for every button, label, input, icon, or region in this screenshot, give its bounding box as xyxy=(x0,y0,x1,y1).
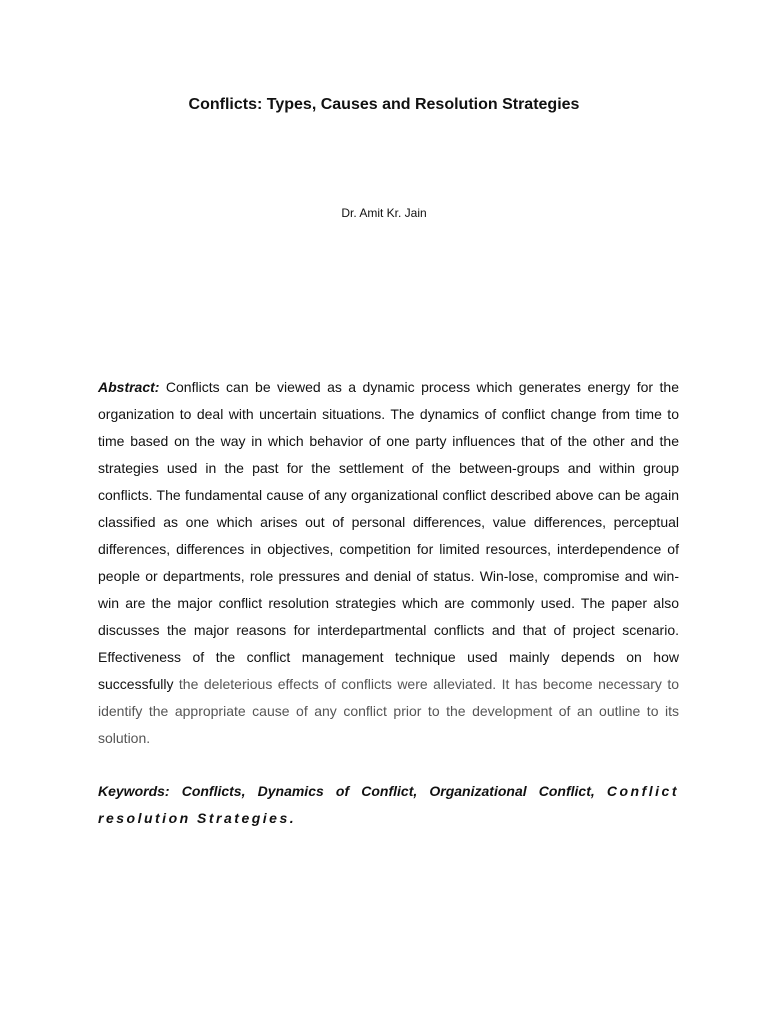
keywords-paragraph xyxy=(98,778,679,832)
author-name: Dr. Amit Kr. Jain xyxy=(341,206,427,220)
abstract-text-faded: the deleterious effects of conflicts were alleviated. It has become necessary to identify the appropriate cause of any conflict prior to the development of an outline to its solution. xyxy=(98,676,680,746)
abstract-label: Abstract: xyxy=(98,379,160,395)
keywords-text-spaced: Conflict resolution Strategies. xyxy=(98,783,679,826)
abstract-paragraph xyxy=(98,374,679,752)
document-title: Conflicts: Types, Causes and Resolution Strategies xyxy=(188,96,580,113)
abstract-text: Conflicts can be viewed as a dynamic process which generates energy for the organization to deal with uncertain situations. The dynamics of conflict change from time to time based on the way in which behavior of one party influences that of the other and the strategies used in the past for the settlement of the between-groups and within group conflicts. The fundamental cause of any organizational conflict described above can be again classified as one which arises out of personal differences, value differences, perceptual differences, differences in objectives, competition for limited resources, interdependence of people or departments, role pressures and denial of status. Win-lose, compromise and win-win are the major conflict resolution strategies which are commonly used. The paper also discusses the major reasons for interdepartmental conflicts and that of project scenario. Effectiveness of the conflict management technique used mainly depends on how successfully xyxy=(98,379,679,692)
keywords-text: Keywords: Conflicts, Dynamics of Conflict, Organizational Conflict, xyxy=(98,783,607,799)
